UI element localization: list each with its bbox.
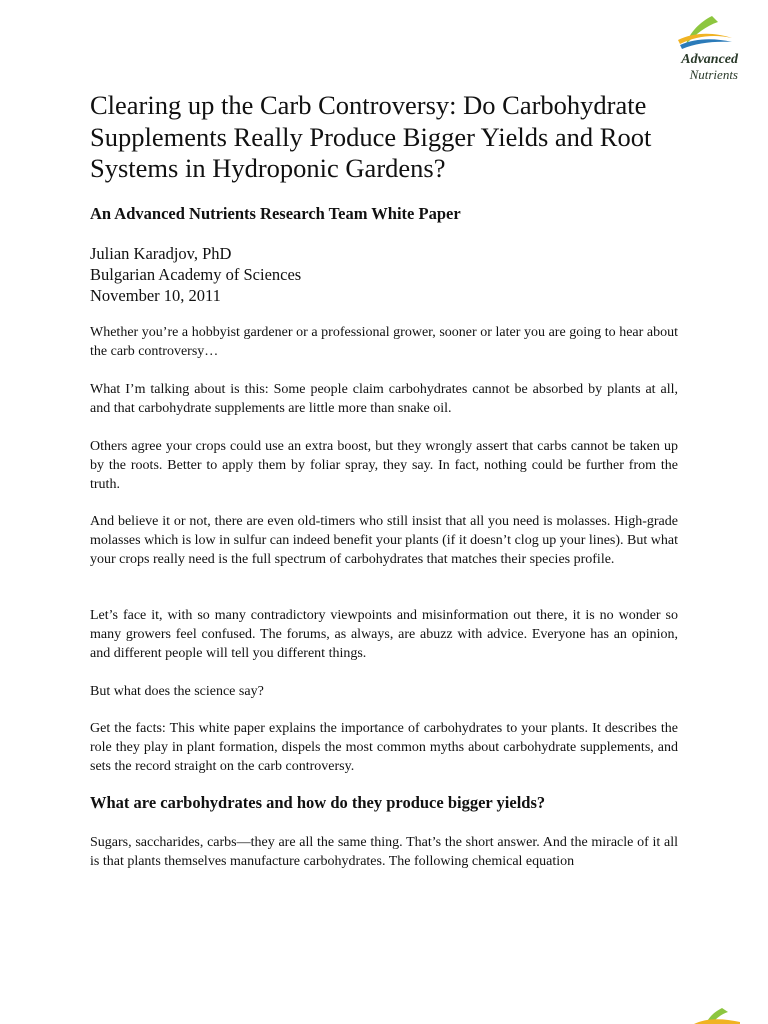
section-heading: What are carbohydrates and how do they produce bigger yields? <box>90 793 546 812</box>
paragraph-7: Get the facts: This white paper explains the importance of carbohydrates to your plants. It describes the role they play in plant formation, dispels the most common myths about carbohydrate supplements, and sets the record straight on the carb controversy. <box>90 721 678 774</box>
publication-date: November 10, 2011 <box>90 286 221 305</box>
author-affiliation: Bulgarian Academy of Sciences <box>90 265 302 284</box>
section-paragraph: Sugars, saccharides, carbs—they are all the same thing. That’s the short answer. And the miracle of it all is that plants themselves manufacture carbohydrates. The following chemical equation <box>90 835 678 869</box>
paragraph-4: And believe it or not, there are even old-timers who still insist that all you need is molasses. High-grade molasses which is low in sulfur can indeed benefit your plants (if it doesn’t clog up your lines). But what your crops really need is the full spectrum of carbohydrates that matches their species profile. <box>90 514 678 567</box>
author-name: Julian Karadjov, PhD <box>90 244 232 263</box>
paragraph-1: Whether you’re a hobbyist gardener or a professional grower, sooner or later you are going to hear about the carb controversy… <box>90 325 678 359</box>
document-title: Clearing up the Carb Controversy: Do Carbohydrate Supplements Really Produce Bigger Yields and Root Systems in Hydroponic Gardens? <box>90 90 652 183</box>
paragraph-2: What I’m talking about is this: Some people claim carbohydrates cannot be absorbed by plants at all, and that carbohydrate supplements are little more than snake oil. <box>90 382 678 416</box>
paragraph-6: But what does the science say? <box>90 684 264 699</box>
paragraph-5: Let’s face it, with so many contradictory viewpoints and misinformation out there, it is no wonder so many growers feel confused. The forums, as always, are abuzz with advice. Everyone has an opinion, and different people will tell you different things. <box>90 608 678 661</box>
leaf-swoosh-icon <box>674 14 734 52</box>
document-subtitle: An Advanced Nutrients Research Team White Paper <box>90 204 461 223</box>
logo-wordmark-advanced: Advanced <box>681 52 738 67</box>
logo-wordmark-nutrients: Nutrients <box>689 67 738 82</box>
paragraph-3: Others agree your crops could use an extra boost, but they wrongly assert that carbs cannot be taken up by the roots. Better to apply them by foliar spray, they say. In fact, nothing could be further from the truth. <box>90 439 678 492</box>
author-block <box>90 243 690 306</box>
leaf-swoosh-icon-footer <box>692 1004 742 1024</box>
advanced-nutrients-logo <box>656 14 740 84</box>
